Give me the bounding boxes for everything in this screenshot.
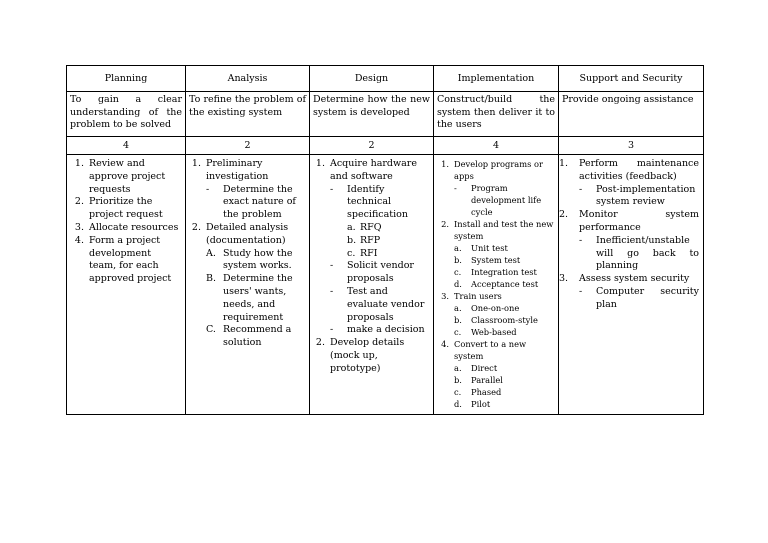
sub-list (579, 286, 699, 312)
step-number: 3. (559, 273, 569, 285)
sub-item-body (471, 374, 554, 386)
header-design: Design (310, 66, 434, 92)
sub-list-item (330, 324, 429, 337)
step-body (89, 158, 185, 196)
sub-item-marker: - (330, 324, 334, 336)
sub-list (454, 242, 554, 290)
sub-item-marker: d. (454, 399, 462, 409)
sub-list-item (454, 278, 554, 290)
step-list-item (434, 290, 558, 338)
steps-support-security (559, 155, 704, 415)
sub-item-text: Determine the exact nature of the problem (223, 183, 296, 221)
sub-item-marker: C. (206, 324, 216, 336)
count-design: 2 (310, 137, 434, 155)
step-body (89, 235, 185, 286)
step-text: Install and test the new system (454, 219, 554, 241)
step-number: 1. (559, 158, 569, 169)
step-number: 2. (74, 196, 84, 208)
sub-item-marker: - (579, 285, 583, 297)
step-list-item (67, 235, 185, 286)
steps-analysis (186, 155, 310, 415)
sub-list-item (454, 326, 554, 338)
step-list-item (186, 222, 309, 350)
header-support-security: Support and Security (559, 66, 704, 92)
count-implementation: 4 (434, 137, 559, 155)
step-list-item (559, 158, 703, 209)
sub-item-text: Identify technical specification (347, 183, 408, 221)
step-text: Develop programs or apps (454, 159, 543, 181)
sub-list-item (330, 184, 429, 261)
sub-list-item (454, 374, 554, 386)
sub-item-body (471, 302, 554, 314)
sub-list (454, 362, 554, 410)
count-row (67, 137, 704, 155)
header-planning: Planning (67, 66, 186, 92)
sub-list-item (454, 242, 554, 254)
sub-item-body (223, 184, 305, 222)
step-text: Develop details (mock up, prototype) (330, 337, 405, 374)
sub-item-text: Pilot (471, 399, 491, 409)
sub-item-body (596, 184, 699, 210)
step-number: 3. (441, 291, 449, 301)
sub-list-item (579, 286, 699, 312)
sub-item-body (347, 260, 429, 286)
sub-item-body (347, 184, 429, 261)
sub-list (579, 184, 699, 210)
step-number: 3. (74, 221, 84, 233)
step-text: Train users (454, 291, 502, 301)
step-list (559, 158, 703, 312)
sub-item-body (223, 248, 305, 274)
sub-item-text: Acceptance test (471, 279, 539, 289)
sub-item-marker: - (330, 183, 334, 195)
sub-list-item (454, 314, 554, 326)
sub-list-item (347, 222, 429, 235)
sub-item-marker: - (330, 285, 334, 297)
sub-list (347, 222, 429, 260)
sub-item-text: Computer security plan (596, 285, 699, 310)
step-body (579, 273, 703, 311)
sub-item-text: One-on-one (471, 303, 520, 313)
step-text: Preliminary investigation (206, 158, 269, 182)
sub-item-text: Determine the users' wants, needs, and requirement (223, 273, 293, 323)
step-list-item (67, 222, 185, 235)
header-analysis: Analysis (186, 66, 310, 92)
step-body (454, 158, 558, 218)
sub-item-body (471, 398, 554, 410)
count-support-security: 3 (559, 137, 704, 155)
steps-row (67, 155, 704, 415)
sub-item-body (360, 235, 429, 248)
step-number: 1. (441, 159, 449, 169)
sub-item-body (471, 326, 554, 338)
sub-item-text: RFI (360, 247, 378, 259)
step-number: 4. (441, 339, 449, 349)
sub-item-text: System test (471, 255, 521, 265)
sub-list-item (454, 362, 554, 374)
sub-item-body (471, 242, 554, 254)
goals-row (67, 92, 704, 137)
step-text: Form a project development team, for each approved project (89, 234, 172, 285)
sub-item-marker: - (579, 234, 583, 246)
sub-list-item (454, 302, 554, 314)
steps-design (310, 155, 434, 415)
step-body (579, 158, 703, 209)
step-text: Convert to a new system (454, 339, 527, 361)
step-text: Monitor system performance (579, 209, 699, 233)
steps-planning (67, 155, 186, 415)
sub-list-item (454, 266, 554, 278)
step-list (310, 158, 433, 376)
sub-list-item (206, 324, 305, 350)
step-body (330, 158, 433, 337)
sub-item-marker: - (206, 183, 210, 195)
step-body (89, 196, 185, 222)
sub-item-text: Post-implementation system review (596, 183, 696, 208)
sub-item-body (223, 273, 305, 324)
step-text: Perform maintenance activities (feedback) (579, 158, 699, 182)
sdlc-phases-table (66, 65, 704, 415)
sub-list-item (454, 254, 554, 266)
sub-item-body (471, 182, 554, 218)
sub-item-marker: a. (454, 243, 462, 253)
sub-item-text: make a decision (347, 324, 425, 336)
sub-list-item (330, 260, 429, 286)
sub-list (454, 302, 554, 338)
step-text: Acquire hardware and software (330, 158, 417, 182)
sub-item-marker: a. (347, 221, 356, 233)
sub-list-item (347, 248, 429, 261)
sub-item-text: Phased (471, 387, 502, 397)
sub-item-marker: b. (454, 375, 462, 385)
step-number: 2. (191, 221, 201, 233)
sub-item-body (347, 286, 429, 324)
sub-list-item (330, 286, 429, 324)
sub-list-item (454, 386, 554, 398)
header-row (67, 66, 704, 92)
step-body (206, 222, 309, 350)
step-list-item (310, 158, 433, 337)
step-list-item (559, 209, 703, 273)
step-number: 2. (315, 337, 325, 349)
step-text: Allocate resources (89, 221, 179, 233)
sub-item-marker: A. (206, 247, 216, 259)
step-list-item (434, 338, 558, 410)
step-body (206, 158, 309, 222)
sub-list-item (206, 273, 305, 324)
sub-item-body (471, 254, 554, 266)
sub-list-item (579, 184, 699, 210)
sub-list-item (347, 235, 429, 248)
step-list-item (186, 158, 309, 222)
sub-item-text: Integration test (471, 267, 537, 277)
step-body (454, 338, 558, 410)
sub-item-marker: - (579, 183, 583, 195)
step-number: 1. (74, 158, 84, 169)
sub-item-text: Recommend a solution (223, 324, 292, 349)
step-text: Detailed analysis (documentation) (206, 221, 289, 246)
step-body (454, 218, 558, 290)
sub-item-text: Parallel (471, 375, 503, 385)
step-number: 1. (191, 158, 201, 169)
goal-support-security: Provide ongoing assistance (559, 92, 704, 137)
step-body (330, 337, 433, 375)
sub-list (206, 248, 305, 350)
goal-analysis: To refine the problem of the existing system (186, 92, 310, 137)
step-list-item (67, 158, 185, 196)
sub-item-marker: c. (347, 247, 356, 259)
sub-item-marker: a. (454, 363, 462, 373)
step-number: 4. (74, 234, 84, 246)
step-list-item (67, 196, 185, 222)
sub-list-item (454, 398, 554, 410)
sub-list-item (206, 184, 305, 222)
sub-item-text: Inefficient/unstable will go back to planning (596, 234, 699, 272)
step-text: Prioritize the project request (89, 196, 163, 221)
sub-item-body (471, 278, 554, 290)
sub-item-marker: a. (454, 303, 462, 313)
sub-item-text: Study how the system works. (223, 247, 293, 272)
sub-item-body (360, 222, 429, 235)
sub-item-text: Solicit vendor proposals (347, 260, 414, 285)
steps-implementation (434, 155, 559, 415)
sub-item-marker: d. (454, 279, 462, 289)
step-number: 1. (315, 158, 325, 169)
sub-item-marker: b. (454, 315, 462, 325)
step-body (454, 290, 558, 338)
step-list (186, 158, 309, 350)
sub-item-marker: - (454, 183, 457, 193)
sub-item-body (223, 324, 305, 350)
step-body (89, 222, 185, 235)
sub-item-text: RFP (360, 234, 381, 246)
sub-item-text: Program development life cycle (471, 183, 542, 217)
sub-item-body (471, 314, 554, 326)
sub-item-marker: b. (347, 234, 357, 246)
sub-item-text: Test and evaluate vendor proposals (347, 285, 425, 323)
sub-item-marker: - (330, 260, 334, 272)
step-list-item (559, 273, 703, 311)
sub-list (330, 184, 429, 338)
sub-item-marker: c. (454, 267, 462, 277)
step-body (579, 209, 703, 273)
sub-list-item (579, 235, 699, 273)
step-number: 2. (559, 209, 569, 221)
sub-item-text: Web-based (471, 327, 517, 337)
sub-item-marker: c. (454, 327, 462, 337)
sub-item-body (471, 362, 554, 374)
sub-item-body (471, 386, 554, 398)
sub-item-marker: b. (454, 255, 462, 265)
header-implementation: Implementation (434, 66, 559, 92)
sub-item-text: RFQ (360, 221, 382, 233)
sub-item-body (596, 286, 699, 312)
step-text: Assess system security (579, 273, 690, 285)
step-list (67, 158, 185, 286)
goal-design: Determine how the new system is developed (310, 92, 434, 137)
count-analysis: 2 (186, 137, 310, 155)
sub-list (454, 182, 554, 218)
goal-planning: To gain a clear understanding of the problem to be solved (67, 92, 186, 137)
step-list (434, 158, 558, 410)
sub-item-text: Classroom-style (471, 315, 538, 325)
sub-item-text: Unit test (471, 243, 508, 253)
sub-item-body (347, 324, 429, 337)
step-list-item (434, 218, 558, 290)
sub-item-marker: B. (206, 273, 217, 285)
sub-item-text: Direct (471, 363, 498, 373)
sub-item-body (360, 248, 429, 261)
goal-implementation: Construct/build the system then deliver it to the users (434, 92, 559, 137)
step-number: 2. (441, 219, 449, 229)
sub-list-item (206, 248, 305, 274)
step-list-item (434, 158, 558, 218)
sub-list-item (454, 182, 554, 218)
step-text: Review and approve project requests (89, 158, 166, 195)
sub-item-body (471, 266, 554, 278)
sub-list (206, 184, 305, 222)
sub-list (579, 235, 699, 273)
count-planning: 4 (67, 137, 186, 155)
sub-item-marker: c. (454, 387, 462, 397)
sub-item-body (596, 235, 699, 273)
step-list-item (310, 337, 433, 375)
